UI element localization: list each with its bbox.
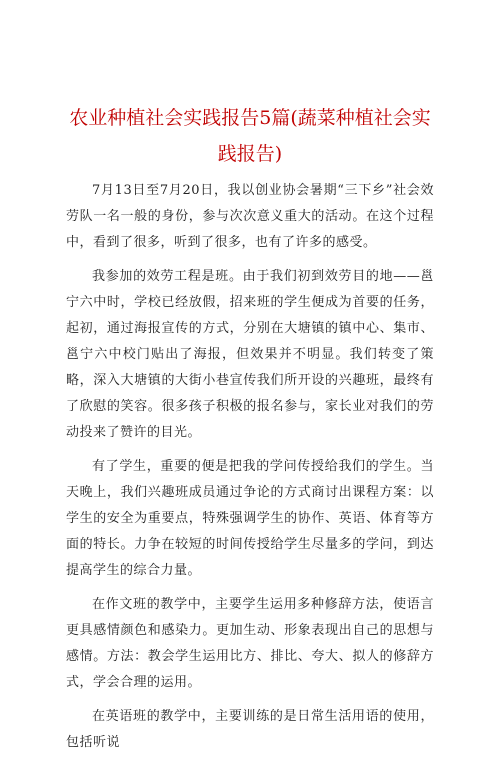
paragraph: 我参加的效劳工程是班。由于我们初到效劳目的地——邕宁六中时，学校已经放假，招来班的学生便成为首要的任务，起初，通过海报宣传的方式，分别在大塘镇的镇中心、集市、邕宁六中校门贴出了海报，但效果并不明显。我们转变了策略，深入大塘镇的大街小巷宣传我们所开设的兴趣班，最终有了欣慰的笑容。很多孩子积极的报名参与，家长业对我们的劳动投来了赞许的目光。 xyxy=(66,269,434,440)
paragraph: 在作文班的教学中，主要学生运用多种修辞方法，使语言更具感情颜色和感染力。更加生动、形象表现出自己的思想与感情。方法：教会学生运用比方、排比、夸大、拟人的修辞方式，学会合理的运用。 xyxy=(66,597,434,690)
document-body xyxy=(66,178,434,764)
document-title: 农业种植社会实践报告5篇(蔬菜种植社会实践报告) xyxy=(69,107,431,165)
paragraph: 有了学生，重要的便是把我的学问传授给我们的学生。当天晚上，我们兴趣班成员通过争论的方式商讨出课程方案：以学生的安全为重要点，特殊强调学生的协作、英语、体育等方面的特长。力争在较短的时间传授给学生尽量多的学问，到达提高学生的综合力量。 xyxy=(66,459,434,578)
paragraph: 7月13日至7月20日，我以创业协会暑期“三下乡”社会效劳队一名一般的身份，参与次次意义重大的活动。在这个过程中，看到了很多，听到了很多，也有了许多的感受。 xyxy=(66,183,434,250)
paragraph: 在英语班的教学中，主要训练的是日常生活用语的使用，包括听说 xyxy=(66,709,434,750)
